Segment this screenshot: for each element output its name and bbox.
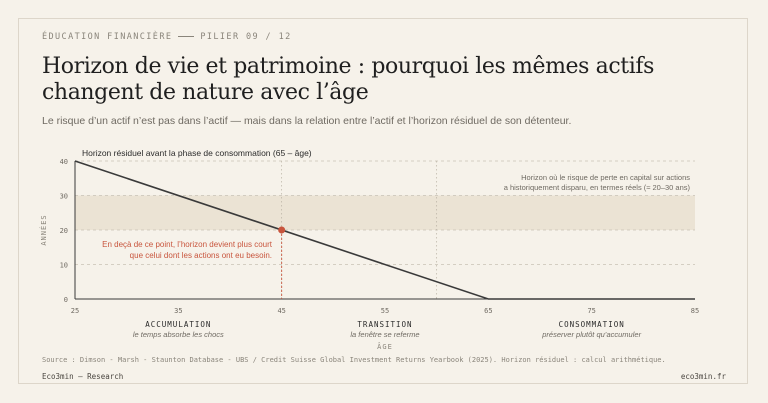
- brand-footer: Eco3min — Research: [42, 372, 124, 381]
- y-tick-label: 10: [59, 261, 68, 270]
- horizon-band: [75, 196, 695, 231]
- x-axis-label: ÂGE: [377, 343, 393, 351]
- subtitle: Le risque d’un actif n’est pas dans l’actif — mais dans la relation entre l’actif et l’horizon résiduel de son détenteur.: [42, 115, 572, 127]
- phase-name: CONSOMMATION: [558, 320, 625, 329]
- y-tick-label: 40: [59, 158, 68, 166]
- x-tick-label: 45: [277, 307, 286, 315]
- kicker-section: ÉDUCATION FINANCIÈRE: [42, 32, 173, 42]
- band-label-line-2: a historiquement disparu, en termes réels (≈ 20–30 ans): [503, 183, 690, 192]
- x-tick-label: 35: [174, 307, 183, 315]
- x-tick-label: 75: [587, 307, 596, 315]
- source-note: Source : Dimson - Marsh - Staunton Database - UBS / Credit Suisse Global Investment Returns Yearbook (2025). Horizon résiduel : calcul arithmétique.: [42, 356, 666, 364]
- title-line-2: changent de nature avec l’âge: [42, 80, 369, 105]
- site-footer: eco3min.fr: [680, 372, 726, 381]
- y-tick-labels: [60, 158, 68, 304]
- phase-description: la fenêtre se referme: [350, 330, 420, 339]
- y-tick-label: 0: [63, 296, 68, 304]
- y-tick-label: 30: [59, 192, 68, 201]
- phase-name: ACCUMULATION: [145, 320, 212, 329]
- y-axis-label: ANNÉES: [40, 214, 48, 246]
- title-line-1: Horizon de vie et patrimoine : pourquoi les mêmes actifs: [42, 54, 655, 79]
- y-tick-label: 20: [59, 227, 68, 235]
- phase-description: préserver plutôt qu’accumuler: [542, 330, 642, 339]
- x-tick-label: 65: [484, 307, 493, 315]
- x-tick-label: 85: [690, 307, 700, 315]
- chart-title: Horizon résiduel avant la phase de consommation (65 – âge): [82, 148, 312, 158]
- marker-point: [278, 227, 285, 234]
- x-tick-label: 25: [70, 307, 80, 315]
- phase-description: le temps absorbe les chocs: [132, 330, 224, 339]
- marker-label-line-2: que celui dont les actions ont eu besoin.: [129, 251, 272, 260]
- x-tick-labels: [71, 307, 699, 315]
- marker-label-line-1: En deçà de ce point, l’horizon devient plus court: [102, 240, 272, 249]
- phase-name: TRANSITION: [357, 320, 413, 329]
- band-label-line-1: Horizon où le risque de perte en capital sur actions: [521, 173, 690, 182]
- phase-labels: [133, 320, 642, 339]
- kicker-pillar: PILIER 09 / 12: [200, 32, 292, 42]
- x-tick-label: 55: [380, 307, 390, 315]
